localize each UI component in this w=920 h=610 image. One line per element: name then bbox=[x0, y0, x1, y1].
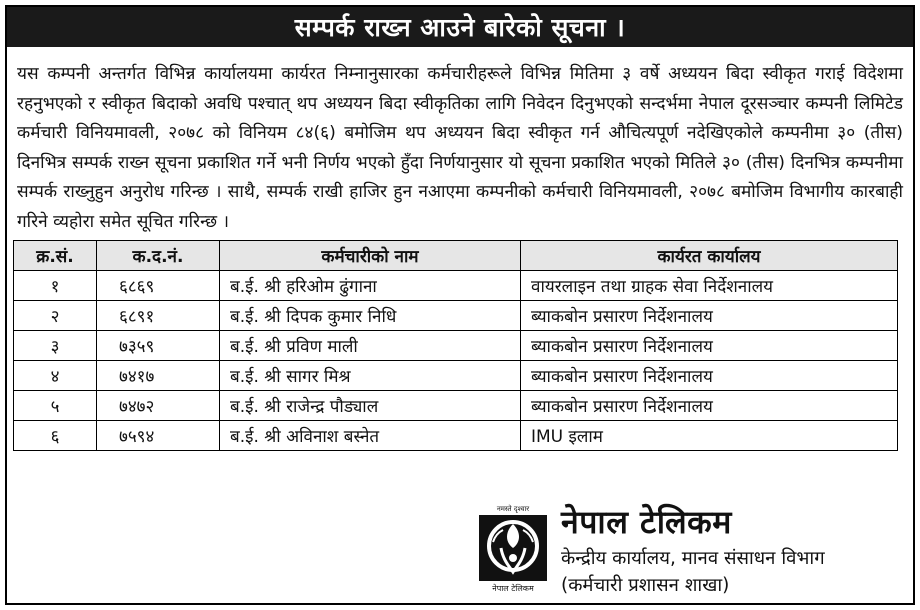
office-name: केन्द्रीय कार्यालय, मानव संसाधन विभाग bbox=[561, 548, 825, 569]
header-name: कर्मचारीको नाम bbox=[220, 241, 521, 271]
table-row bbox=[14, 271, 898, 301]
header-serial: क्र.सं. bbox=[14, 241, 97, 271]
signature-block bbox=[475, 500, 905, 598]
name-cell: ब.ई. श्री सागर मिश्र bbox=[220, 361, 521, 391]
header-code: क.द.नं. bbox=[97, 241, 220, 271]
serial-cell: १ bbox=[14, 271, 97, 301]
code-cell: ७४७२ bbox=[97, 391, 220, 421]
code-cell: ७४१७ bbox=[97, 361, 220, 391]
code-cell: ७५९४ bbox=[97, 421, 220, 451]
name-cell: ब.ई. श्री हरिओम ढुंगाना bbox=[220, 271, 521, 301]
serial-cell: ३ bbox=[14, 331, 97, 361]
office-cell: ब्याकबोन प्रसारण निर्देशनालय bbox=[521, 301, 898, 331]
table-row bbox=[14, 421, 898, 451]
serial-cell: २ bbox=[14, 301, 97, 331]
notice-title: सम्पर्क राख्न आउने बारेको सूचना । bbox=[7, 7, 913, 47]
office-cell: ब्याकबोन प्रसारण निर्देशनालय bbox=[521, 361, 898, 391]
name-cell: ब.ई. श्री प्रविण माली bbox=[220, 331, 521, 361]
table-header-row bbox=[14, 241, 898, 271]
serial-cell: ५ bbox=[14, 391, 97, 421]
nepal-telecom-logo bbox=[475, 502, 551, 594]
table-row bbox=[14, 301, 898, 331]
code-cell: ६८६९ bbox=[97, 271, 220, 301]
employee-table bbox=[13, 240, 898, 451]
office-cell: ब्याकबोन प्रसारण निर्देशनालय bbox=[521, 391, 898, 421]
office-cell: वायरलाइन तथा ग्राहक सेवा निर्देशनालय bbox=[521, 271, 898, 301]
logo-bottom-text: नेपाल टेलिकम bbox=[492, 584, 534, 593]
table-row bbox=[14, 391, 898, 421]
office-cell: ब्याकबोन प्रसारण निर्देशनालय bbox=[521, 331, 898, 361]
notice-paragraph: यस कम्पनी अन्तर्गत विभिन्न कार्यालयमा कार्यरत निम्नानुसारका कर्मचारीहरूले विभिन्न मितिमा ३ वर्षे अध्ययन बिदा स्वीकृत गराई विदेशमा रहनुभएको र स्वीकृत बिदाको अवधि पश्चात् थप अध्ययन बिदा स्वीकृतिका लागि निवेदन दिनुभएको सन्दर्भमा नेपाल दूरसञ्चार कम्पनी लिमिटेड कर्मचारी विनियमावली, २०७८ को विनियम ८४(६) बमोजिम थप अध्ययन बिदा स्वीकृत गर्न औचित्यपूर्ण नदेखिएकोले कम्पनीमा ३० (तीस) दिनभित्र सम्पर्क राख्न सूचना प्रकाशित गर्ने भनी निर्णय भएको हुँदा निर्णयानुसार यो सूचना प्रकाशित भएको मितिले ३० (तीस) दिनभित्र कम्पनीमा सम्पर्क राख्नुहुन अनुरोध गरिन्छ । साथै, सम्पर्क राखी हाजिर हुन नआएमा कम्पनीको कर्मचारी विनियमावली, २०७८ बमोजिम विभागीय कारबाही गरिने व्यहोरा समेत सूचित गरिन्छ । bbox=[17, 64, 903, 232]
office-cell: IMU इलाम bbox=[521, 421, 898, 451]
serial-cell: ६ bbox=[14, 421, 97, 451]
section-name: (कर्मचारी प्रशासन शाखा) bbox=[561, 575, 730, 596]
table-row bbox=[14, 361, 898, 391]
header-office: कार्यरत कार्यालय bbox=[521, 241, 898, 271]
code-cell: ७३५९ bbox=[97, 331, 220, 361]
logo-top-text: नमस्ते दृश्वार bbox=[496, 505, 530, 513]
serial-cell: ४ bbox=[14, 361, 97, 391]
brand-name: नेपाल टेलिकम bbox=[561, 503, 732, 541]
name-cell: ब.ई. श्री राजेन्द्र पौड्याल bbox=[220, 391, 521, 421]
name-cell: ब.ई. श्री दिपक कुमार निधि bbox=[220, 301, 521, 331]
name-cell: ब.ई. श्री अविनाश बस्नेत bbox=[220, 421, 521, 451]
table-row bbox=[14, 331, 898, 361]
code-cell: ६८९१ bbox=[97, 301, 220, 331]
